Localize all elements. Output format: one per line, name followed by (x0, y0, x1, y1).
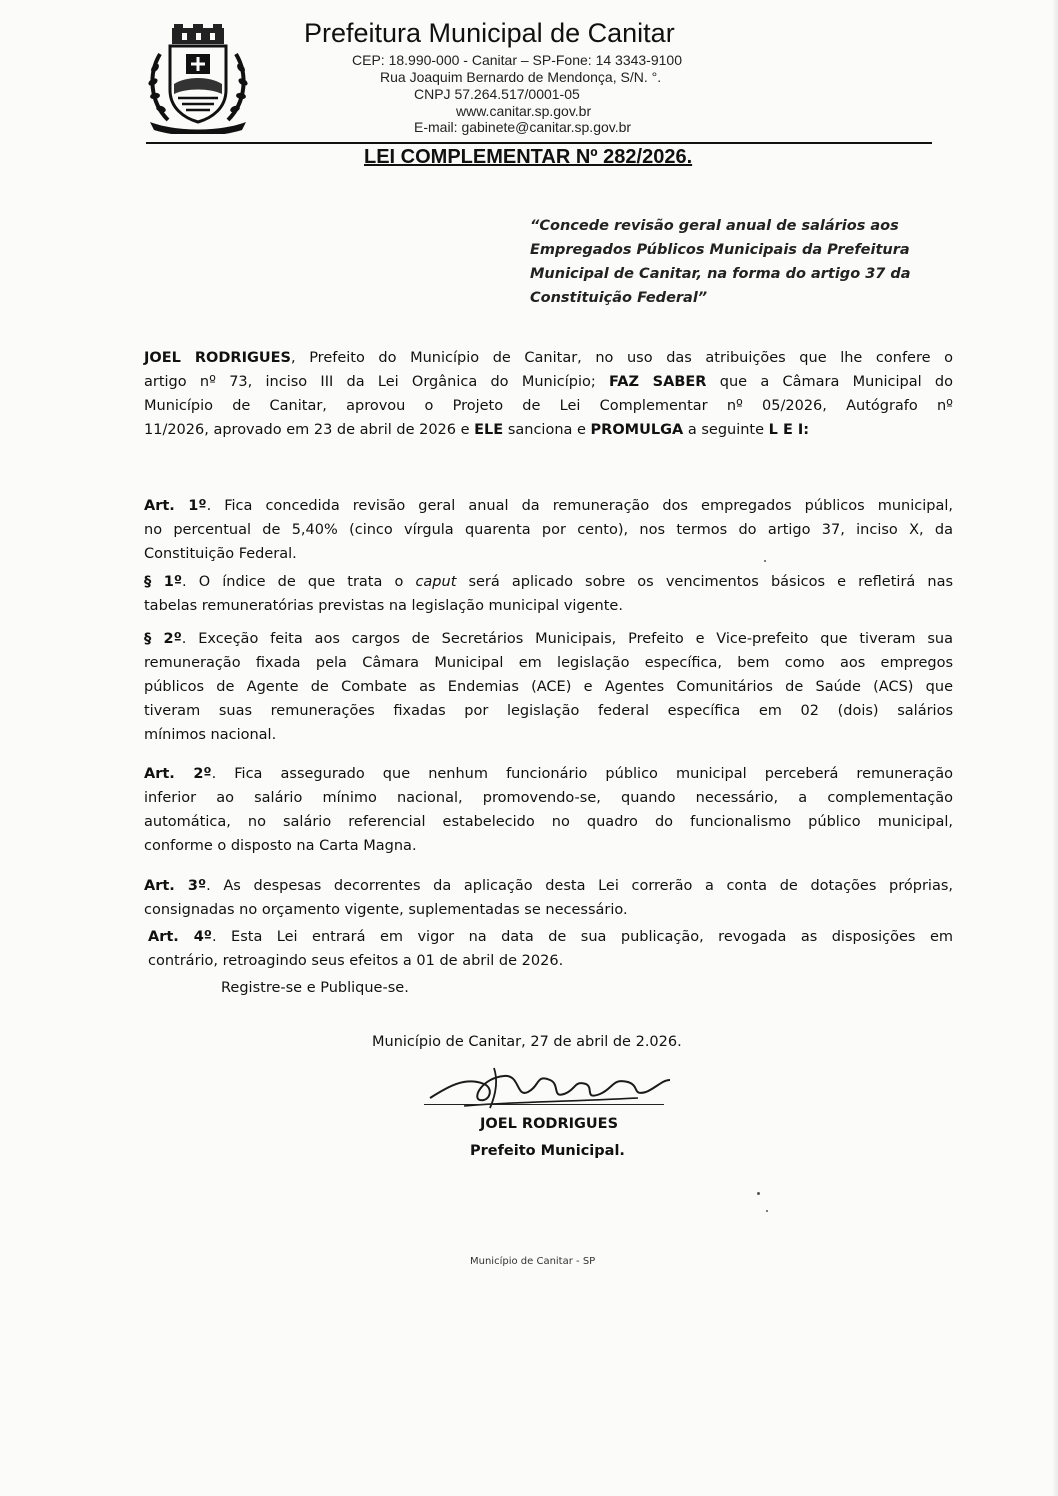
text-line (144, 570, 953, 594)
text-segment: conforme o disposto na Carta Magna. (144, 838, 417, 854)
signature-line (424, 1104, 664, 1105)
date-line: Município de Canitar, 27 de abril de 2.026. (372, 1034, 682, 1050)
signer-role: Prefeito Municipal. (470, 1143, 625, 1159)
article-2 (144, 762, 953, 858)
text-line (144, 762, 953, 786)
paragraph-1 (144, 570, 953, 618)
text-segment: a seguinte (683, 422, 769, 438)
text-segment: . O índice de que trata o (182, 574, 416, 590)
text-segment: Art. 1º (144, 498, 207, 514)
law-summary-line: Empregados Públicos Municipais da Prefeitura (530, 242, 910, 258)
address-email: E-mail: gabinete@canitar.sp.gov.br (414, 119, 632, 135)
text-segment: L E I: (768, 422, 810, 438)
text-segment: JOEL RODRIGUES (144, 350, 291, 366)
text-segment: ELE (474, 422, 504, 438)
text-segment: Art. 3º (144, 878, 207, 894)
address-cep-phone: CEP: 18.990-000 - Canitar – SP-Fone: 14 3343-9100 (352, 52, 682, 68)
text-segment: sanciona e (503, 422, 591, 438)
text-segment: PROMULGA (590, 422, 684, 438)
law-summary (530, 214, 958, 310)
text-line (144, 874, 953, 898)
text-segment: automática, no salário referencial estabelecido no quadro do funcionalismo público municipal, (144, 814, 953, 830)
text-segment: contrário, retroagindo seus efeitos a 01 de abril de 2026. (148, 953, 564, 969)
handwritten-signature (424, 1058, 686, 1118)
law-title: LEI COMPLEMENTAR Nº 282/2026. (364, 146, 693, 168)
text-line (144, 418, 953, 442)
scan-edge-shadow (1052, 0, 1058, 1496)
text-segment: , Prefeito do Município de Canitar, no uso das atribuições que lhe confere o (291, 350, 953, 366)
text-line (144, 834, 953, 858)
signer-name: JOEL RODRIGUES (480, 1116, 619, 1132)
text-segment: será aplicado sobre os vencimentos básicos e refletirá nas (456, 574, 954, 590)
text-line (144, 810, 953, 834)
text-segment: tiveram suas remunerações fixadas por legislação federal específica em 02 (dois) salários (144, 703, 953, 719)
text-segment: § 2º (144, 631, 182, 647)
header-divider (146, 142, 932, 144)
text-segment: mínimos nacional. (144, 727, 277, 743)
text-line (144, 699, 953, 723)
text-line (144, 394, 953, 418)
text-segment: públicos de Agente de Combate as Endemias (ACE) e Agentes Comunitários de Saúde (ACS) que (144, 679, 953, 695)
text-line (144, 494, 953, 518)
address-website: www.canitar.sp.gov.br (456, 103, 592, 119)
text-segment: que a Câmara Municipal do (706, 374, 954, 390)
text-line (144, 786, 953, 810)
text-line (144, 518, 953, 542)
law-summary-line: “Concede revisão geral anual de salários aos (530, 218, 899, 234)
text-line (144, 675, 953, 699)
paragraph-2 (144, 627, 953, 747)
text-segment: Art. 2º (144, 766, 212, 782)
text-line (144, 542, 953, 566)
text-line (148, 949, 953, 973)
scan-speck (757, 1192, 760, 1195)
text-segment: Constituição Federal. (144, 546, 297, 562)
preamble-paragraph (144, 346, 953, 442)
text-line (144, 898, 953, 922)
text-line (144, 723, 953, 747)
text-line (144, 651, 953, 675)
text-segment: . Esta Lei entrará em vigor na data de sua publicação, revogada as disposições em (211, 929, 953, 945)
text-line (144, 594, 953, 618)
article-4 (148, 925, 953, 973)
text-segment: FAZ SABER (609, 374, 707, 390)
scan-speck (764, 560, 766, 562)
text-segment: § 1º (144, 574, 183, 590)
organization-name: Prefeitura Municipal de Canitar (304, 18, 675, 48)
article-3 (144, 874, 953, 922)
text-segment: Art. 4º (148, 929, 212, 945)
closing-line: Registre-se e Publique-se. (221, 980, 409, 996)
address-cnpj: CNPJ 57.264.517/0001-05 (414, 86, 580, 102)
text-segment: . As despesas decorrentes da aplicação desta Lei correrão a conta de dotações próprias, (206, 878, 953, 894)
text-segment: tabelas remuneratórias previstas na legislação municipal vigente. (144, 598, 623, 614)
article-1 (144, 494, 953, 566)
text-segment: caput (415, 574, 457, 590)
text-segment: artigo nº 73, inciso III da Lei Orgânica do Município; (144, 374, 609, 390)
text-segment: 11/2026, aprovado em 23 de abril de 2026 e (144, 422, 475, 438)
text-line (144, 370, 953, 394)
law-summary-line: Constituição Federal” (530, 290, 708, 306)
text-segment: . Exceção feita aos cargos de Secretários Municipais, Prefeito e Vice-prefeito que tiveram sua (181, 631, 953, 647)
page-footer: Município de Canitar - SP (470, 1256, 596, 1267)
text-line (148, 925, 953, 949)
text-segment: remuneração fixada pela Câmara Municipal em legislação específica, bem como aos empregos (144, 655, 953, 671)
text-line (144, 346, 953, 370)
scan-speck (766, 1210, 768, 1212)
municipal-coat-of-arms-icon (146, 24, 250, 134)
text-segment: . Fica assegurado que nenhum funcionário público municipal perceberá remuneração (211, 766, 953, 782)
address-street: Rua Joaquim Bernardo de Mendonça, S/N. °. (380, 69, 662, 85)
text-segment: no percentual de 5,40% (cinco vírgula quarenta por cento), nos termos do artigo 37, inciso X, da (144, 522, 953, 538)
law-summary-line: Municipal de Canitar, na forma do artigo 37 da (530, 266, 911, 282)
text-segment: . Fica concedida revisão geral anual da remuneração dos empregados públicos municipal, (206, 498, 953, 514)
text-segment: inferior ao salário mínimo nacional, promovendo-se, quando necessário, a complementação (144, 790, 953, 806)
text-line (144, 627, 953, 651)
text-segment: Município de Canitar, aprovou o Projeto de Lei Complementar nº 05/2026, Autógrafo nº (144, 398, 953, 414)
text-segment: consignadas no orçamento vigente, suplementadas se necessário. (144, 902, 628, 918)
